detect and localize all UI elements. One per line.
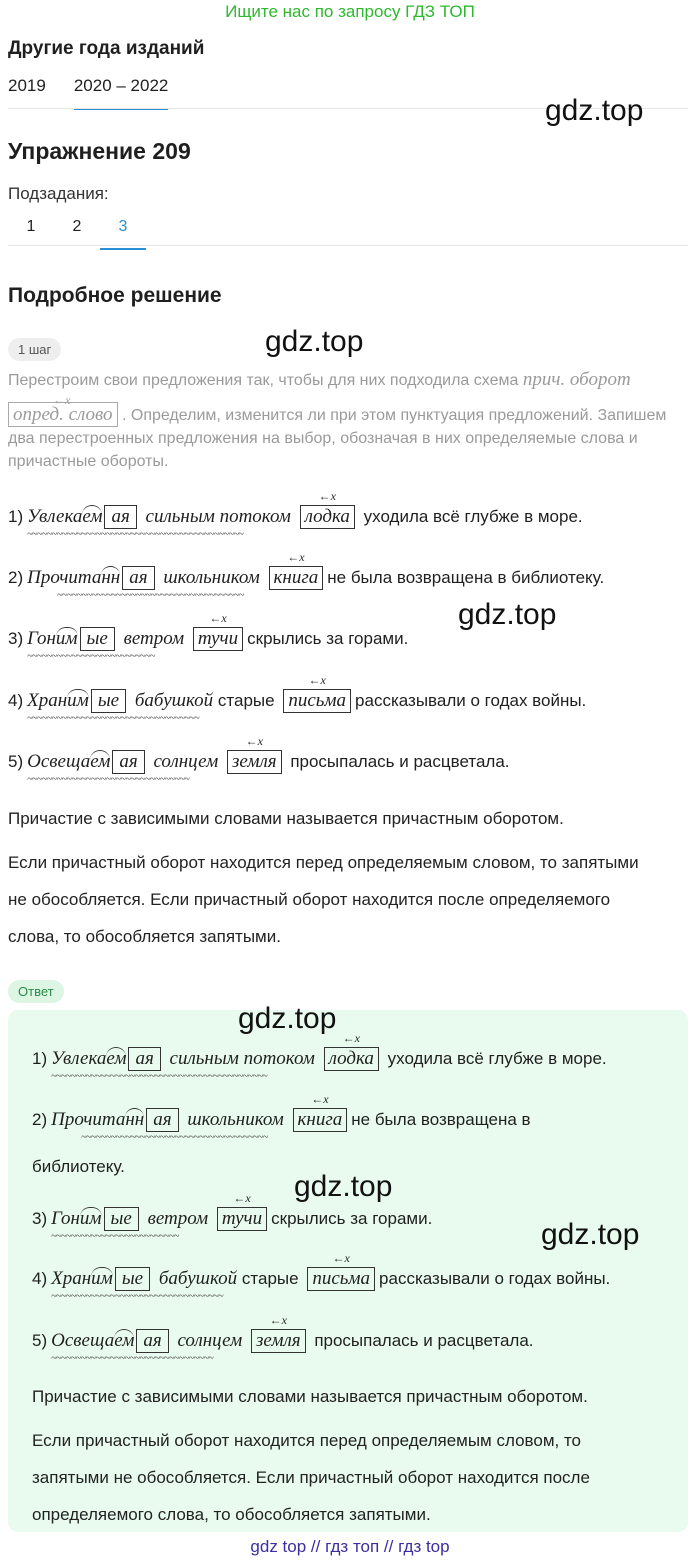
defined-word: [251, 1313, 306, 1353]
sentence-number: 2): [32, 1110, 48, 1129]
scheme-defined-word: [8, 393, 118, 427]
sentence-rest: скрылись за горами.: [271, 1209, 433, 1228]
arrow-label: ←x: [342, 1031, 360, 1045]
dependent-words: солнцем: [153, 751, 219, 772]
wavy-underline: ~~~~~~~~~~~~~~~~~~~~~~~~~~~~~~~~~~~~~~: [81, 1132, 268, 1143]
defined-word-text: лодка: [304, 506, 350, 527]
arrow-label: ←x: [233, 1191, 251, 1205]
participle-stem: Хран: [27, 690, 68, 711]
sentence-number: 2): [8, 568, 24, 587]
ending-box: ые: [91, 689, 126, 713]
wavy-underline: ~~~~~~~~~~~~~~~~~~~~~~~~~~~~~~~~~~~: [27, 713, 199, 724]
defined-word-text: книга: [273, 567, 319, 588]
years-tabs: [8, 74, 196, 110]
arrow-label: ←x: [287, 550, 305, 564]
dependent-words: солнцем: [177, 1330, 243, 1351]
sentence-rest: скрылись за горами.: [247, 629, 409, 648]
arrow-label: ←x: [311, 1092, 329, 1106]
suffix-mark: ем: [106, 1048, 127, 1069]
dependent-words: школьником: [187, 1109, 284, 1130]
dependent-words: школьником: [163, 567, 260, 588]
participle-stem: Увлека: [51, 1048, 107, 1069]
defined-word-text: тучи: [221, 1208, 263, 1229]
watermark: gdz.top: [238, 1002, 337, 1035]
sentence-number: 3): [32, 1209, 48, 1228]
arrow-label: ←x: [308, 673, 326, 687]
adjective: старые: [241, 1269, 299, 1288]
sentence-number: 5): [32, 1331, 48, 1350]
ending-box: ая: [146, 1108, 178, 1132]
participle-stem: Прочита: [51, 1109, 126, 1130]
watermark: gdz.top: [545, 94, 644, 127]
suffix-mark: нн: [101, 567, 121, 588]
sentence-rest: не была возвращена в библиотеку.: [327, 568, 605, 587]
wavy-underline: ~~~~~~~~~~~~~~~~~~~~~~~~~~: [27, 651, 155, 662]
defined-word: [283, 673, 351, 713]
year-tab-2020-2022[interactable]: 2020 – 2022: [74, 74, 169, 110]
sentence-number: 1): [8, 507, 24, 526]
answer-badge: Ответ: [8, 980, 64, 1003]
wavy-underline: ~~~~~~~~~~~~~~~~~~~~~~~~~~~~~~~~~: [51, 1353, 214, 1364]
arrow-label: ←x: [318, 489, 336, 503]
adjective: старые: [217, 691, 275, 710]
suffix-mark: им: [79, 1208, 102, 1229]
sentence-rest: просыпалась и расцветала.: [290, 752, 510, 771]
sentence-5: [8, 734, 510, 785]
sentence-number: 1): [32, 1049, 48, 1068]
sentence-number: 5): [8, 752, 24, 771]
other-years-title: Другие года изданий: [8, 38, 205, 59]
ending-box: ые: [115, 1267, 150, 1291]
arrow-label: ←x: [269, 1313, 287, 1327]
ending-box: ая: [128, 1047, 160, 1071]
suffix-mark: им: [67, 690, 89, 711]
answer-sentence-4: [32, 1251, 611, 1302]
answer-explanation-2: Если причастный оборот находится перед определяемым словом, то запятыми не обособляется. Если причастный оборот находится после определяемого слова, то обособляется запятыми.: [32, 1431, 590, 1524]
intro-text-2: . Определим, изменится ли при этом пунктуация предложений. Запишем два перестроенных предложения на выбор, обозначая в них определяемые слова и причастные обороты.: [8, 407, 667, 470]
defined-word-text: земля: [231, 751, 277, 772]
watermark: gdz.top: [265, 325, 364, 358]
sentence-number: 3): [8, 629, 24, 648]
participle-stem: Хран: [51, 1268, 92, 1289]
intro-text: [8, 368, 680, 473]
answer-sentence-3: [32, 1191, 433, 1242]
sentence-rest: рассказывали о годах войны.: [379, 1269, 611, 1288]
suffix-mark: ем: [114, 1330, 135, 1351]
participle-stem: Гон: [27, 628, 56, 649]
sentence-rest: уходила всё глубже в море.: [363, 507, 583, 526]
wavy-underline: ~~~~~~~~~~~~~~~~~~~~~~~~~~~~~~~~~~~: [51, 1291, 223, 1302]
participle-stem: Гон: [51, 1208, 80, 1229]
explanation-2: Если причастный оборот находится перед определяемым словом, то запятыми не обособляется. Если причастный оборот находится после определяемого слова, то обособляется запятыми.: [8, 853, 639, 946]
subtask-tab-3[interactable]: 3: [100, 214, 146, 250]
answer-sentence-2: [32, 1092, 531, 1143]
dependent-words: сильным потоком: [169, 1048, 315, 1069]
sentence-rest: уходила всё глубже в море.: [387, 1049, 607, 1068]
arrow-label: ←x: [209, 611, 227, 625]
ending-box: ая: [136, 1329, 168, 1353]
scheme-participle: прич. оборот: [522, 369, 631, 390]
suffix-mark: им: [55, 628, 78, 649]
answer-sentence-2-continuation: библиотеку.: [32, 1157, 125, 1176]
arrow-label: ←x: [245, 734, 263, 748]
dependent-words: ветром: [147, 1208, 209, 1229]
ending-box: ые: [104, 1207, 139, 1231]
sentence-1: [8, 489, 583, 540]
wavy-underline: ~~~~~~~~~~~~~~~~~~~~~~~~~~~~~~~~~~~~~~~~~~~~: [51, 1071, 268, 1082]
sentence-4: [8, 673, 587, 724]
sentence-number: 4): [32, 1269, 48, 1288]
arrow-label: ←x: [53, 393, 71, 407]
divider: [8, 245, 688, 246]
subtask-tab-2[interactable]: 2: [72, 218, 82, 235]
defined-word-text: лодка: [328, 1048, 374, 1069]
defined-word-text: тучи: [197, 628, 239, 649]
defined-word-text: письма: [312, 1268, 371, 1289]
defined-word: [324, 1031, 379, 1071]
sentence-3: [8, 611, 409, 662]
watermark: gdz.top: [294, 1170, 393, 1203]
ending-box: ая: [122, 566, 154, 590]
wavy-underline: ~~~~~~~~~~~~~~~~~~~~~~~~~~~~~~~~~: [27, 774, 190, 785]
scheme-defined-word-text: опред. слово: [13, 404, 113, 425]
wavy-underline: ~~~~~~~~~~~~~~~~~~~~~~~~~~: [51, 1231, 179, 1242]
sentence-2: [8, 550, 605, 601]
participle-stem: Освеща: [51, 1330, 115, 1351]
defined-word: [293, 1092, 348, 1132]
watermark: gdz.top: [458, 598, 557, 631]
intro-text-1: Перестроим свои предложения так, чтобы для них подходила схема: [8, 372, 523, 389]
solution-title: Подробное решение: [8, 284, 222, 307]
explanation-1: Причастие с зависимыми словами называется причастным оборотом.: [8, 809, 564, 828]
subtask-tab-1[interactable]: 1: [26, 218, 36, 235]
answer-sentence-1: [32, 1031, 607, 1082]
suffix-mark: нн: [125, 1109, 145, 1130]
participle-stem: Освеща: [27, 751, 91, 772]
subtasks-label: Подзадания:: [8, 184, 109, 203]
ending-box: ые: [80, 627, 115, 651]
defined-word: [300, 489, 355, 529]
suffix-mark: им: [91, 1268, 113, 1289]
sentence-rest: просыпалась и расцветала.: [314, 1331, 534, 1350]
wavy-underline: ~~~~~~~~~~~~~~~~~~~~~~~~~~~~~~~~~~~~~~: [57, 590, 244, 601]
dependent-words: бабушкой: [134, 690, 214, 711]
wavy-underline: ~~~~~~~~~~~~~~~~~~~~~~~~~~~~~~~~~~~~~~~~~~~~: [27, 529, 244, 540]
suffix-mark: ем: [90, 751, 111, 772]
defined-word: [193, 611, 243, 651]
sentence-rest: не была возвращена в: [351, 1110, 531, 1129]
ending-box: ая: [112, 750, 144, 774]
defined-word-text: земля: [255, 1330, 301, 1351]
participle-stem: Прочита: [27, 567, 102, 588]
arrow-label: ←x: [332, 1251, 350, 1265]
defined-word: [217, 1191, 267, 1231]
dependent-words: ветром: [123, 628, 185, 649]
defined-word-text: письма: [288, 690, 347, 711]
suffix-mark: ем: [82, 506, 103, 527]
sentence-rest: рассказывали о годах войны.: [355, 691, 587, 710]
defined-word-text: книга: [297, 1109, 343, 1130]
participle-stem: Увлека: [27, 506, 83, 527]
dependent-words: бабушкой: [158, 1268, 238, 1289]
year-tab-2019[interactable]: 2019: [8, 76, 46, 95]
answer-sentence-5: [32, 1313, 534, 1364]
defined-word: [269, 550, 324, 590]
footer-links: gdz top // гдз топ // гдз top: [250, 1537, 450, 1556]
answer-explanation-1: Причастие с зависимыми словами называется причастным оборотом.: [32, 1387, 588, 1406]
dependent-words: сильным потоком: [145, 506, 291, 527]
search-banner: Ищите нас по запросу ГДЗ ТОП: [225, 2, 475, 21]
defined-word: [307, 1251, 375, 1291]
sentence-number: 4): [8, 691, 24, 710]
watermark: gdz.top: [541, 1218, 640, 1251]
defined-word: [227, 734, 282, 774]
ending-box: ая: [104, 505, 136, 529]
exercise-title: Упражнение 209: [8, 138, 191, 164]
step-badge: 1 шаг: [8, 338, 61, 361]
